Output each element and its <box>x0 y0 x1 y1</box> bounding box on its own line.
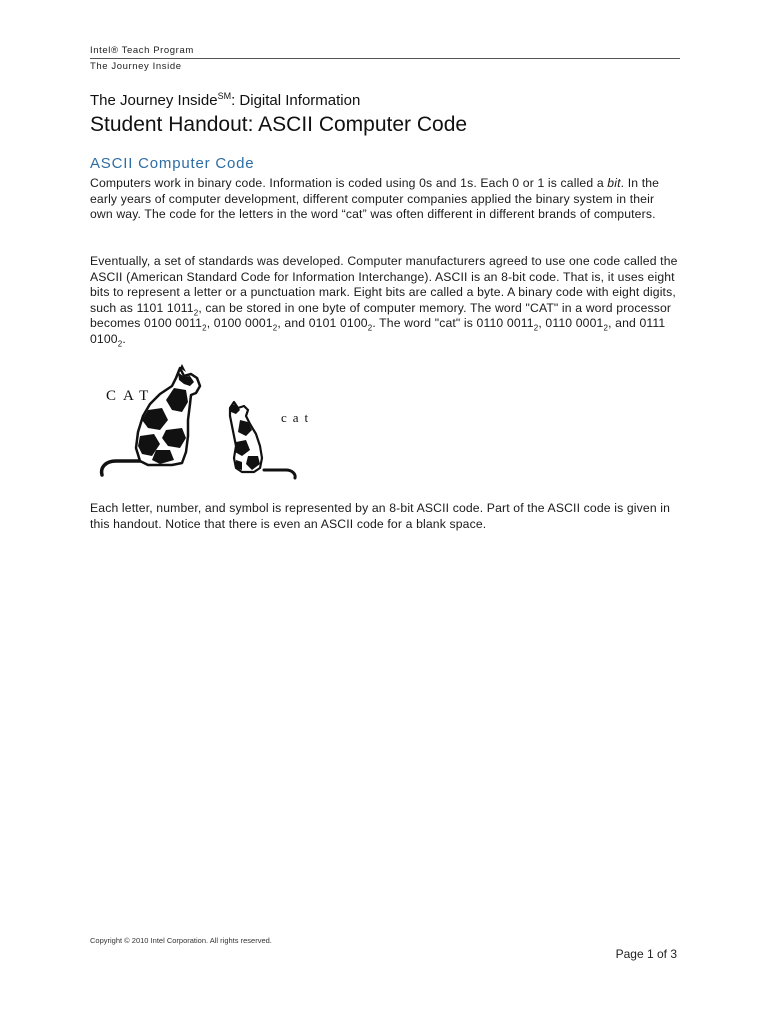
unit-name: The Journey Inside <box>90 61 182 72</box>
section-heading: ASCII Computer Code <box>90 155 255 172</box>
cat-label-lowercase: cat <box>281 410 315 425</box>
large-cat-icon <box>96 364 216 480</box>
running-header <box>90 45 680 72</box>
document-subtitle: The Journey Inside℠: Digital Information <box>90 91 361 109</box>
page-number: Page 1 of 3 <box>615 947 677 961</box>
paragraph-ascii-standard: Eventually, a set of standards was developed. Computer manufacturers agreed to use one code called the ASCII (American Standard Code for Information Interchange). ASCII is an 8-bit code. That is, it uses eight bits to represent a letter or a punctuation mark. Eight bits are called a byte. A binary code with eight digits, such as 1101 $1011_2$, can be stored in one byte of computer memory. The word "CAT" in a word processor becomes 0100 $0011_2$, 0100 $0001_2$, and 0101 $0100_2$. The word "cat" is 0110 $0011_2$, 0110 $0001_2$, and 0111 $0100_2$. <box>90 254 678 348</box>
header-divider <box>90 58 680 59</box>
program-name: Intel® Teach Program <box>90 45 194 56</box>
service-mark: SM <box>217 91 232 101</box>
cat-illustration <box>96 364 336 480</box>
copyright-notice: Copyright © 2010 Intel Corporation. All rights reserved. <box>90 936 272 945</box>
bit-term: bit <box>607 176 621 190</box>
paragraph-binary-intro: Computers work in binary code. Information is coded using 0s and 1s. Each 0 or 1 is called a bit. In the early years of computer development, different computer companies applied the binary system in their own way. The code for the letters in the word “cat” was often different in different brands of computers. <box>90 176 660 221</box>
small-cat-icon <box>224 398 304 480</box>
document-title: Student Handout: ASCII Computer Code <box>90 113 468 136</box>
paragraph-ascii-handout: Each letter, number, and symbol is represented by an 8-bit ASCII code. Part of the ASCII code is given in this handout. Notice that there is even an ASCII code for a blank space. <box>90 501 671 531</box>
cat-label-uppercase: CAT <box>106 388 156 404</box>
